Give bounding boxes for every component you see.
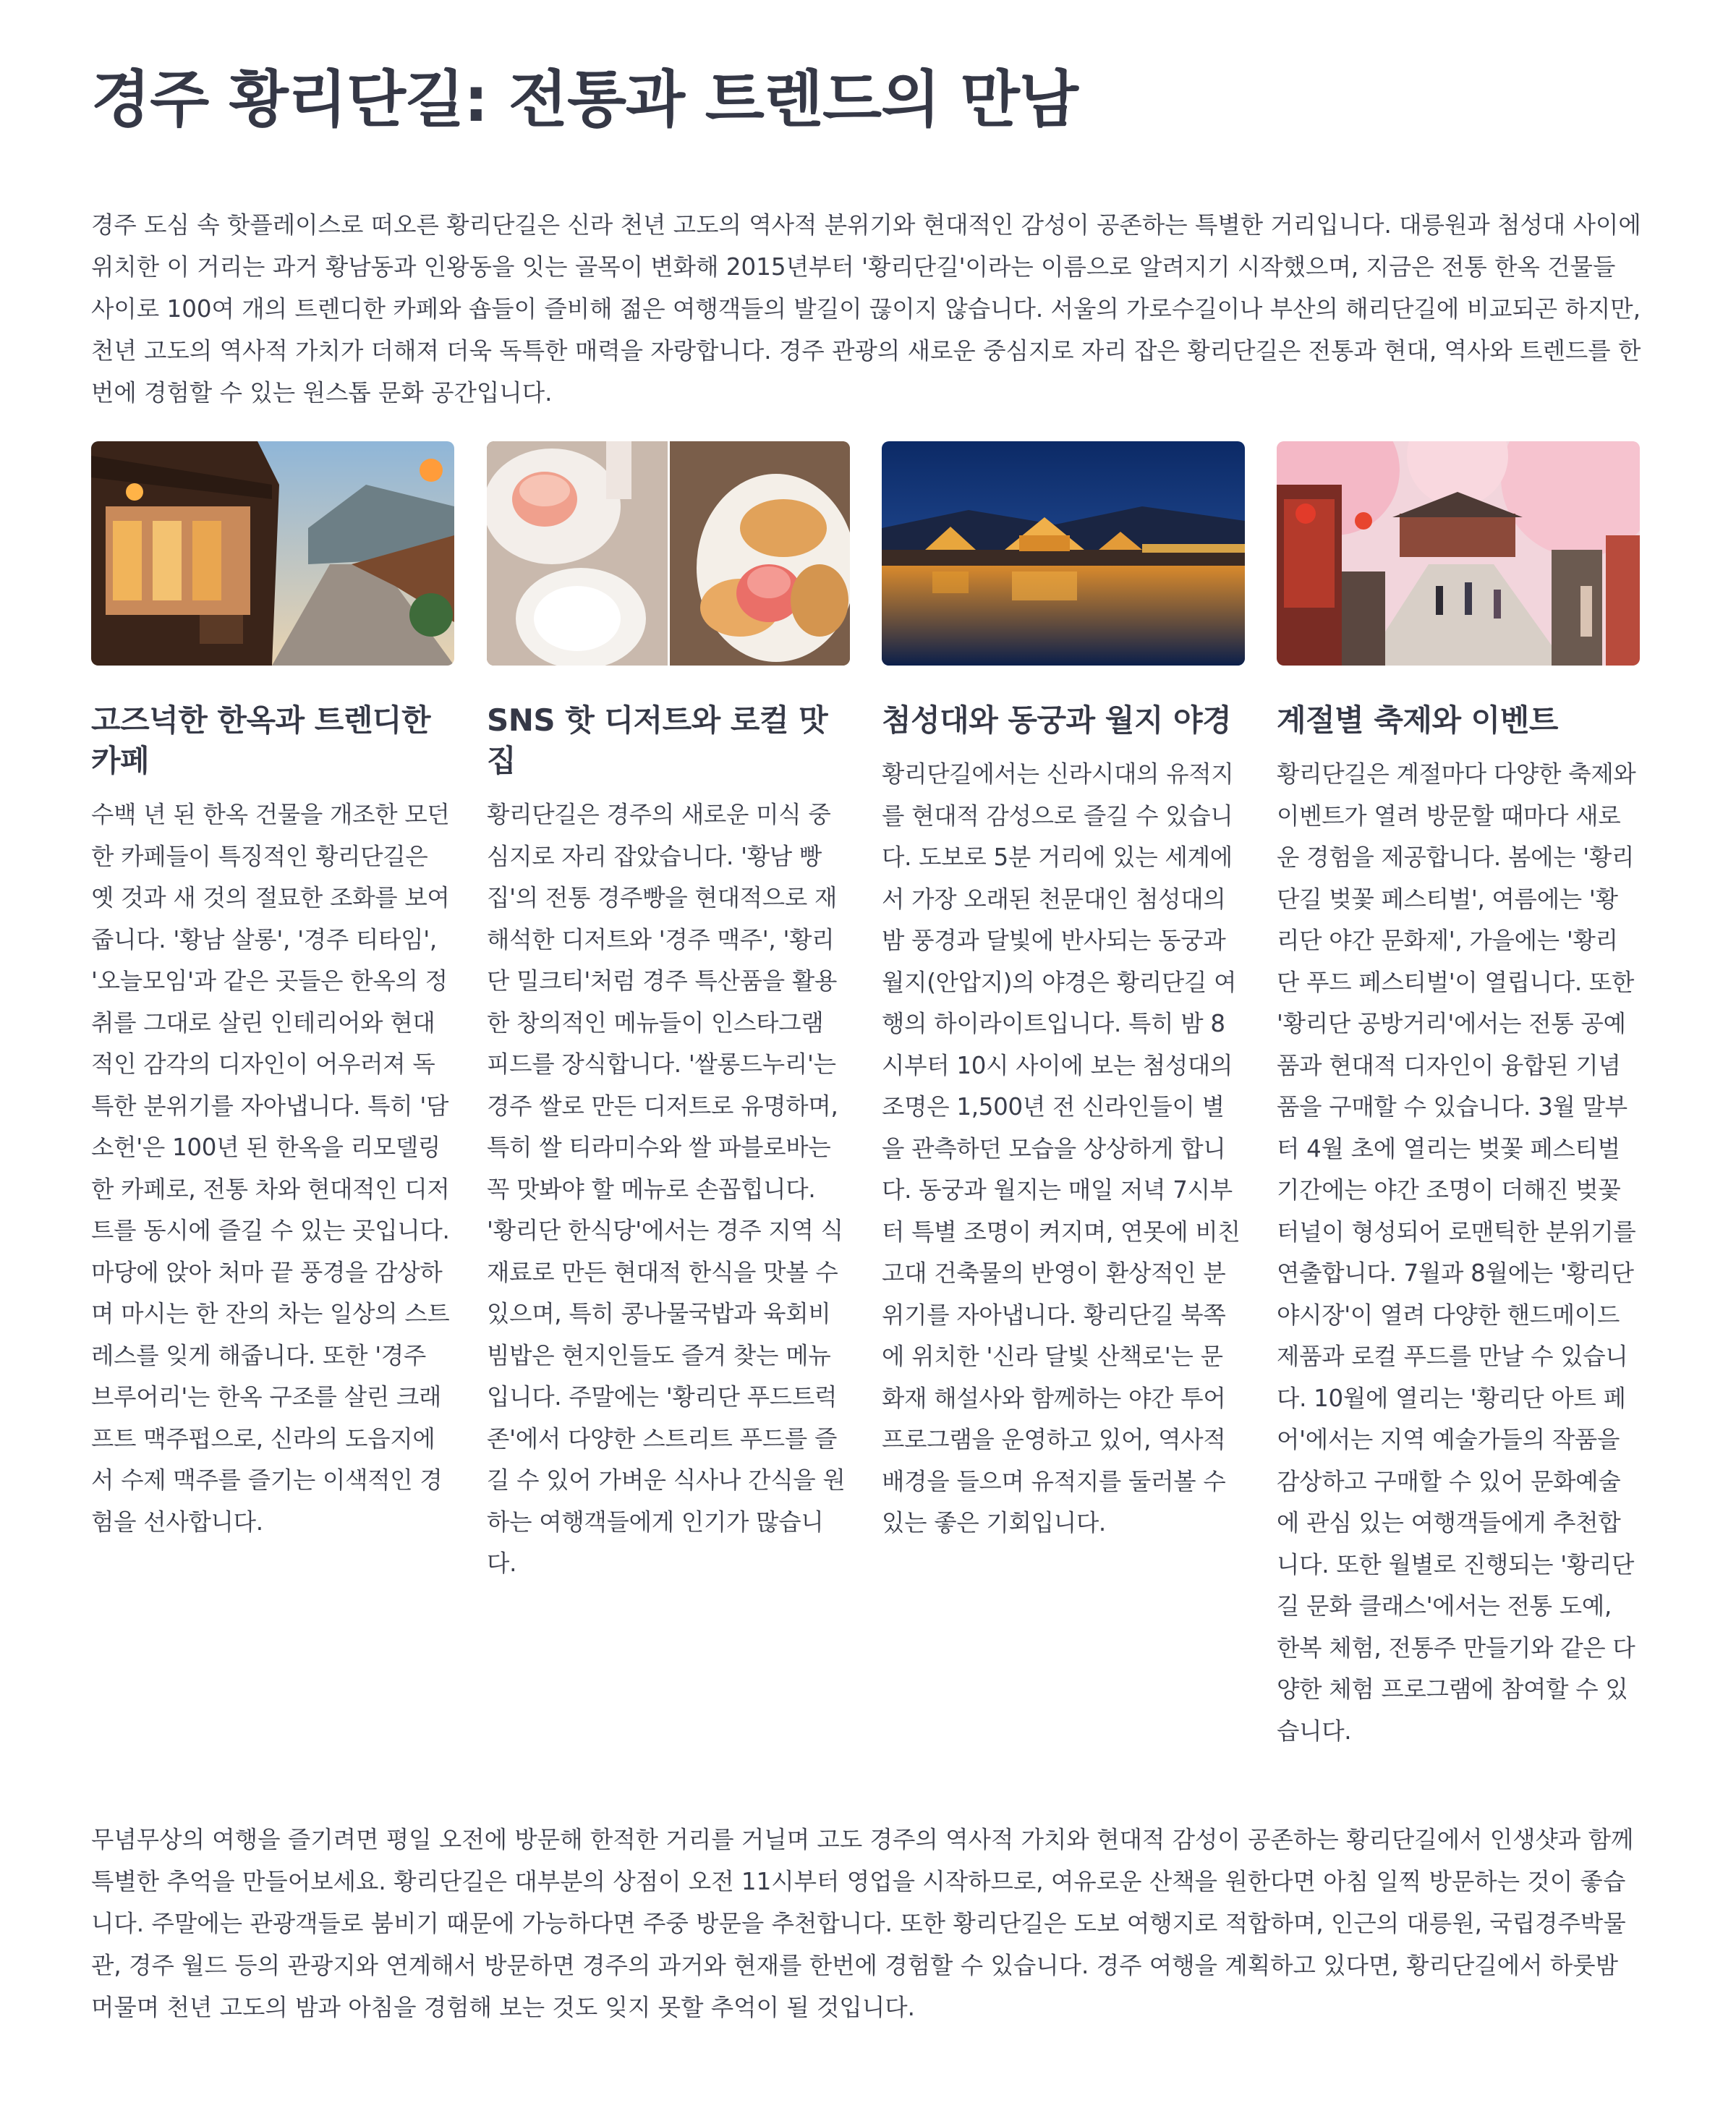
section-body: 황리단길은 경주의 새로운 미식 중심지로 자리 잡았습니다. '황남 빵집'의 전통 경주빵을 현대적으로 재해석한 디저트와 '경주 맥주', '황리단 밀크티'처럼 경주 특산품을 활용한 창의적인 메뉴들이 인스타그램 피드를 장식합니다. '쌀롱드누리'는 경주 쌀로 만든 디저트로 유명하며, 특히 쌀 티라미수와 쌀 파블로바는 꼭 맛봐야 할 메뉴로 손꼽힙니다. '황리단 한식당'에서는 경주 지역 식재료로 만든 현대적 한식을 맛볼 수 있으며, 특히 콩나물국밥과 육회비빔밥은 현지인들도 즐겨 찾는 메뉴입니다. 주말에는 '황리단 푸드트럭 존'에서 다양한 스트리트 푸드를 즐길 수 있어 가벼운 식사나 간식을 원하는 여행객들에게 인기가 많습니다. (487, 801, 846, 1577)
night-palace-image (882, 441, 1245, 666)
page-title: 경주 황리단길: 전통과 트렌드의 만남 (91, 64, 1078, 136)
section-body: 수백 년 된 한옥 건물을 개조한 모던한 카페들이 특징적인 황리단길은 옛 것과 새 것의 절묘한 조화를 보여줍니다. '황남 살롱', '경주 티타임', '오늘모임'과 같은 곳들은 한옥의 정취를 그대로 살린 인테리어와 현대적인 감각의 디자인이 어우러져 독특한 분위기를 자아냅니다. 특히 '담소헌'은 100년 된 한옥을 리모델링한 카페로, 전통 차와 현대적인 디저트를 동시에 즐길 수 있는 곳입니다. 마당에 앉아 처마 끝 풍경을 감상하며 마시는 한 잔의 차는 일상의 스트레스를 잊게 해줍니다. 또한 '경주 브루어리'는 한옥 구조를 살린 크래프트 맥주펍으로, 신라의 도읍지에서 수제 맥주를 즐기는 이색적인 경험을 선사합니다. (91, 801, 450, 1536)
section-festivals (1277, 441, 1640, 1752)
hanok-street-image (91, 441, 454, 666)
section-body: 황리단길에서는 신라시대의 유적지를 현대적 감성으로 즐길 수 있습니다. 도보로 5분 거리에 있는 세계에서 가장 오래된 천문대인 첨성대의 밤 풍경과 달빛에 반사되는 동궁과 월지(안압지)의 야경은 황리단길 여행의 하이라이트입니다. 특히 밤 8시부터 10시 사이에 보는 첨성대의 조명은 1,500년 전 신라인들이 별을 관측하던 모습을 상상하게 합니다. 동궁과 월지는 매일 저녁 7시부터 특별 조명이 켜지며, 연못에 비친 고대 건축물의 반영이 환상적인 분위기를 자아냅니다. 황리단길 북쪽에 위치한 '신라 달빛 산책로'는 문화재 해설사와 함께하는 야간 투어 프로그램을 운영하고 있어, 역사적 배경을 들으며 유적지를 둘러볼 수 있는 좋은 기회입니다. (882, 760, 1241, 1537)
section-heading: 고즈넉한 한옥과 트렌디한 카페 (91, 702, 431, 778)
section-heading: 계절별 축제와 이벤트 (1277, 702, 1558, 738)
cherry-blossom-festival-image (1277, 441, 1640, 666)
desserts-image (487, 441, 850, 666)
section-heading: SNS 핫 디저트와 로컬 맛집 (487, 702, 828, 778)
closing-paragraph: 무념무상의 여행을 즐기려면 평일 오전에 방문해 한적한 거리를 거닐며 고도 경주의 역사적 가치와 현대적 감성이 공존하는 황리단길에서 인생샷과 함께 특별한 추억을 만들어보세요. 황리단길은 대부분의 상점이 오전 11시부터 영업을 시작하므로, 여유로운 산책을 원한다면 아침 일찍 방문하는 것이 좋습니다. 주말에는 관광객들로 붐비기 때문에 가능하다면 주중 방문을 추천합니다. 또한 황리단길은 도보 여행지로 적합하며, 인근의 대릉원, 국립경주박물관, 경주 월드 등의 관광지와 연계해서 방문하면 경주의 과거와 현재를 한번에 경험할 수 있습니다. 경주 여행을 계획하고 있다면, 황리단길에서 하룻밤 머물며 천년 고도의 밤과 아침을 경험해 보는 것도 잊지 못할 추억이 될 것입니다. (91, 1826, 1634, 2021)
section-hanok-cafe (91, 441, 454, 1543)
section-night-view (882, 441, 1245, 1544)
section-desserts (487, 441, 850, 1585)
intro-paragraph: 경주 도심 속 핫플레이스로 떠오른 황리단길은 신라 천년 고도의 역사적 분위기와 현대적인 감성이 공존하는 특별한 거리입니다. 대릉원과 첨성대 사이에 위치한 이 거리는 과거 황남동과 인왕동을 잇는 골목이 변화해 2015년부터 '황리단길'이라는 이름으로 알려지기 시작했으며, 지금은 전통 한옥 건물들 사이로 100여 개의 트렌디한 카페와 숍들이 즐비해 젊은 여행객들의 발길이 끊이지 않습니다. 서울의 가로수길이나 부산의 해리단길에 비교되곤 하지만, 천년 고도의 역사적 가치가 더해져 더욱 독특한 매력을 자랑합니다. 경주 관광의 새로운 중심지로 자리 잡은 황리단길은 전통과 현대, 역사와 트렌드를 한 번에 경험할 수 있는 원스톱 문화 공간입니다. (91, 211, 1641, 407)
section-heading: 첨성대와 동궁과 월지 야경 (882, 702, 1232, 738)
section-body: 황리단길은 계절마다 다양한 축제와 이벤트가 열려 방문할 때마다 새로운 경험을 제공합니다. 봄에는 '황리단길 벚꽃 페스티벌', 여름에는 '황리단 야간 문화제', 가을에는 '황리단 푸드 페스티벌'이 열립니다. 또한 '황리단 공방거리'에서는 전통 공예품과 현대적 디자인이 융합된 기념품을 구매할 수 있습니다. 3월 말부터 4월 초에 열리는 벚꽃 페스티벌 기간에는 야간 조명이 더해진 벚꽃 터널이 형성되어 로맨틱한 분위기를 연출합니다. 7월과 8월에는 '황리단 야시장'이 열려 다양한 핸드메이드 제품과 로컬 푸드를 만날 수 있습니다. 10월에 열리는 '황리단 아트 페어'에서는 지역 예술가들의 작품을 감상하고 구매할 수 있어 문화예술에 관심 있는 여행객들에게 추천합니다. 또한 월별로 진행되는 '황리단길 문화 클래스'에서는 전통 도예, 한복 체험, 전통주 만들기와 같은 다양한 체험 프로그램에 참여할 수 있습니다. (1277, 760, 1636, 1745)
